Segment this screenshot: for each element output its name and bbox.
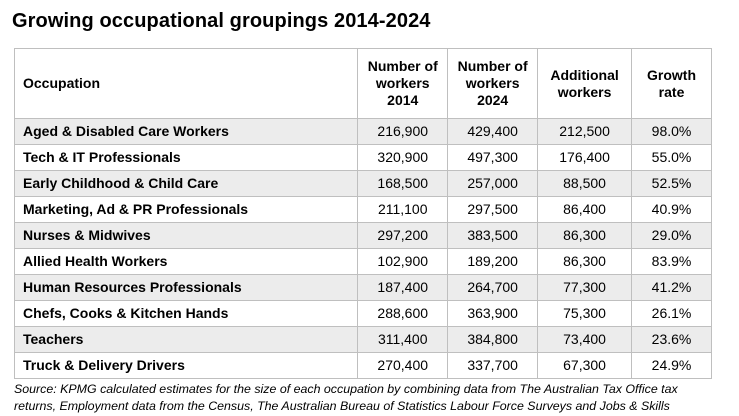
table-row [15,353,712,379]
cell-additional-workers: 88,500 [538,171,632,197]
cell-occupation: Chefs, Cooks & Kitchen Hands [15,301,358,327]
cell-workers-2024: 383,500 [448,223,538,249]
cell-workers-2024: 363,900 [448,301,538,327]
table-row [15,145,712,171]
header-additional-workers: Additional workers [538,49,632,119]
cell-growth-rate: 83.9% [632,249,712,275]
cell-workers-2024: 264,700 [448,275,538,301]
table-row [15,249,712,275]
cell-growth-rate: 23.6% [632,327,712,353]
cell-workers-2024: 497,300 [448,145,538,171]
cell-workers-2014: 168,500 [358,171,448,197]
cell-occupation: Aged & Disabled Care Workers [15,119,358,145]
cell-workers-2014: 102,900 [358,249,448,275]
cell-workers-2014: 270,400 [358,353,448,379]
cell-occupation: Teachers [15,327,358,353]
header-workers-2024: Number of workers 2024 [448,49,538,119]
table-row [15,119,712,145]
cell-growth-rate: 26.1% [632,301,712,327]
cell-occupation: Marketing, Ad & PR Professionals [15,197,358,223]
source-line-2: returns, Employment data from the Census, The Australian Bureau of Statistics Labour Force Surveys and Jobs & Skills [14,399,670,413]
header-occupation: Occupation [15,49,358,119]
cell-occupation: Nurses & Midwives [15,223,358,249]
table-body [15,119,712,379]
table-row [15,171,712,197]
cell-additional-workers: 67,300 [538,353,632,379]
cell-workers-2024: 384,800 [448,327,538,353]
table-row [15,223,712,249]
cell-growth-rate: 24.9% [632,353,712,379]
page-title: Growing occupational groupings 2014-2024 [12,10,431,32]
cell-occupation: Allied Health Workers [15,249,358,275]
cell-additional-workers: 86,300 [538,223,632,249]
cell-workers-2014: 297,200 [358,223,448,249]
cell-growth-rate: 55.0% [632,145,712,171]
cell-additional-workers: 77,300 [538,275,632,301]
cell-additional-workers: 75,300 [538,301,632,327]
cell-additional-workers: 176,400 [538,145,632,171]
header-growth-rate: Growth rate [632,49,712,119]
cell-workers-2014: 216,900 [358,119,448,145]
cell-occupation: Tech & IT Professionals [15,145,358,171]
cell-workers-2024: 337,700 [448,353,538,379]
cell-growth-rate: 41.2% [632,275,712,301]
table-row [15,275,712,301]
source-note [14,381,730,415]
cell-workers-2024: 257,000 [448,171,538,197]
cell-workers-2014: 211,100 [358,197,448,223]
cell-workers-2024: 429,400 [448,119,538,145]
cell-growth-rate: 29.0% [632,223,712,249]
cell-workers-2014: 288,600 [358,301,448,327]
table-row [15,197,712,223]
table-row [15,301,712,327]
header-workers-2014: Number of workers 2014 [358,49,448,119]
cell-occupation: Truck & Delivery Drivers [15,353,358,379]
cell-additional-workers: 73,400 [538,327,632,353]
cell-workers-2024: 189,200 [448,249,538,275]
cell-growth-rate: 52.5% [632,171,712,197]
cell-occupation: Human Resources Professionals [15,275,358,301]
cell-workers-2024: 297,500 [448,197,538,223]
occupation-table [14,48,712,379]
cell-occupation: Early Childhood & Child Care [15,171,358,197]
cell-workers-2014: 320,900 [358,145,448,171]
cell-growth-rate: 40.9% [632,197,712,223]
cell-additional-workers: 86,300 [538,249,632,275]
cell-additional-workers: 212,500 [538,119,632,145]
table-row [15,327,712,353]
cell-growth-rate: 98.0% [632,119,712,145]
cell-additional-workers: 86,400 [538,197,632,223]
cell-workers-2014: 311,400 [358,327,448,353]
cell-workers-2014: 187,400 [358,275,448,301]
source-line-1: Source: KPMG calculated estimates for the size of each occupation by combining data from The Australian Tax Office tax [14,382,678,396]
table-header-row [15,49,712,119]
